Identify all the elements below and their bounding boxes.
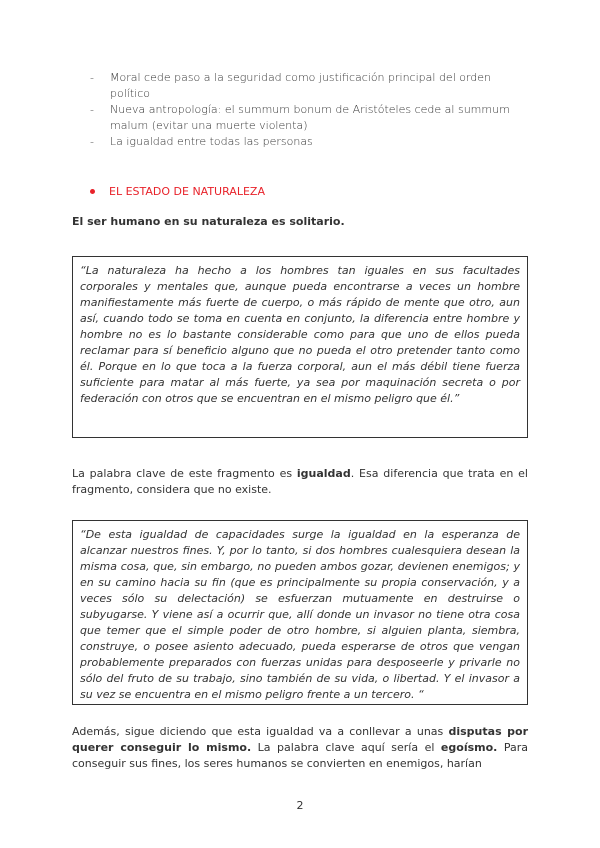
list-item-text: La igualdad entre todas las personas — [110, 135, 313, 148]
list-item: - La igualdad entre todas las personas — [90, 135, 313, 148]
list-item: - Nueva antropología: el summum bonum de Aristóteles cede al summum malum (evitar una muerte violenta) — [90, 103, 510, 132]
quote-box-1: “La naturaleza ha hecho a los hombres tan iguales en sus facultades corporales y mentales que, aunque pueda encontrarse a veces un hombre manifiestamente más fuerte de cuerpo, o más rápido de mente que otro, aun así, cuando todo se toma en cuenta en conjunto, la diferencia entre hombre y hombre no es lo bastante considerable como para que uno de ellos pueda reclamar para sí beneficio alguno que no pueda el otro pretender tanto como él. Porque en lo que toca a la fuerza corporal, aun el más débil tiene fuerza suficiente para matar al más fuerte, ya sea por maquinación secreta o por federación con otros que se encuentran en el mismo peligro que él.” — [72, 256, 528, 438]
section-heading-text: EL ESTADO DE NATURALEZA — [109, 185, 265, 198]
list-item-text: Nueva antropología: el summum bonum de Aristóteles cede al summum malum (evitar una muerte violenta) — [110, 103, 510, 132]
paragraph-2: Además, sigue diciendo que esta igualdad va a conllevar a unas disputas por querer conseguir lo mismo. La palabra clave aquí sería el egoísmo. Para conseguir sus fines, los seres humanos se convierten en enemigos, harían — [72, 725, 529, 770]
lead-sentence: El ser humano en su naturaleza es solitario. — [72, 215, 345, 228]
keyword-igualdad: igualdad — [296, 467, 351, 480]
intro-dash-list — [90, 70, 530, 150]
keyword-egoismo: egoísmo. — [440, 741, 498, 754]
bullet-icon — [90, 189, 95, 194]
page-number: 2 — [296, 799, 304, 812]
list-item-text: Moral cede paso a la seguridad como justificación principal del orden político — [110, 71, 492, 100]
list-item: - Moral cede paso a la seguridad como justificación principal del orden político — [90, 71, 492, 100]
keyword-disputas: disputas por querer conseguir lo mismo. — [72, 725, 529, 754]
section-heading — [90, 184, 265, 200]
paragraph-1: La palabra clave de este fragmento es igualdad. Esa diferencia que trata en el fragmento, considera que no existe. — [72, 467, 528, 496]
quote-box-2: “De esta igualdad de capacidades surge la igualdad en la esperanza de alcanzar nuestros fines. Y, por lo tanto, si dos hombres cualesquiera desean la misma cosa, que, sin embargo, no pueden ambos gozar, devienen enemigos; y en su camino hacia su fin (que es principalmente su propia conservación, y a veces sólo su delectación) se esfuerzan mutuamente en destruirse o subyugarse. Y viene así a ocurrir que, allí donde un invasor no tiene otra cosa que temer que el simple poder de otro hombre, si alguien planta, siembra, construye, o posee asiento adecuado, pueda esperarse de otros que vengan probablemente preparados con fuerzas unidas para desposeerle y privarle no sólo del fruto de su trabajo, sino también de su vida, o libertad. Y el invasor a su vez se encuentra en el mismo peligro frente a un tercero. “ — [72, 520, 528, 705]
